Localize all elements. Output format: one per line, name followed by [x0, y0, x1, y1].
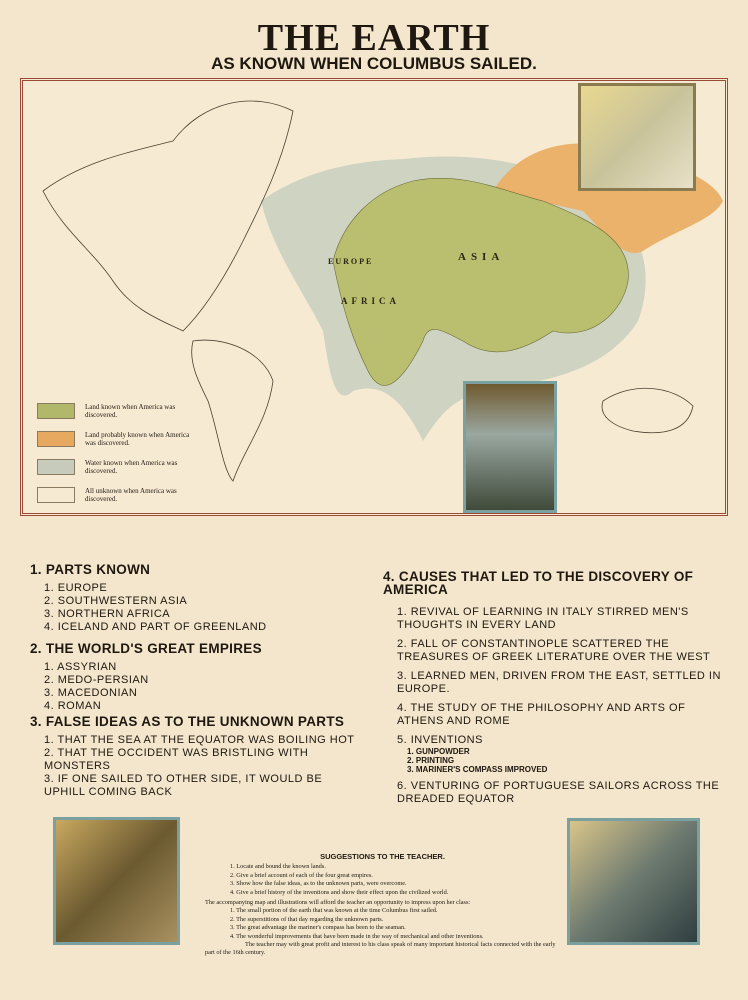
- legend-swatch: [37, 403, 75, 419]
- section-heading: 4. CAUSES THAT LED TO THE DISCOVERY OF AMERICA: [383, 569, 694, 597]
- list-item: 5. INVENTIONS: [397, 734, 483, 746]
- label-europe: EUROPE: [328, 257, 374, 266]
- left-column: [30, 555, 360, 799]
- teacher-suggestions: [205, 853, 560, 958]
- suggestion-item: 3. Show how the false ideas, as to the unknown parts, were overcome.: [230, 880, 407, 888]
- waterfall-monster-illustration: [463, 381, 557, 513]
- legend-item: [37, 459, 195, 475]
- suggestion-point: 1. The small portion of the earth that was known at the time Columbus first sailed.: [230, 907, 438, 915]
- page-subtitle: AS KNOWN WHEN COLUMBUS SAILED.: [211, 54, 537, 73]
- suggestion-point: 3. The great advantage the mariner's compass has been to the seaman.: [230, 924, 406, 932]
- suggestions-heading: SUGGESTIONS TO THE TEACHER.: [320, 852, 445, 861]
- label-africa: AFRICA: [341, 296, 400, 306]
- sea-monster-illustration: [567, 818, 700, 945]
- suggestion-point: 4. The wonderful improvements that have been made in the way of mechanical and other inventions.: [230, 932, 484, 940]
- list-item: 2. SOUTHWESTERN ASIA: [44, 595, 188, 607]
- map-legend: [37, 403, 195, 515]
- legend-text: All unknown when America was discovered.: [85, 487, 177, 503]
- suggestion-item: 2. Give a brief account of each of the four great empires.: [230, 871, 373, 879]
- list-item: 3. IF ONE SAILED TO OTHER SIDE, IT WOULD BE UPHILL COMING BACK: [44, 773, 323, 798]
- sub-item: 1. GUNPOWDER: [407, 747, 470, 756]
- right-column: [383, 562, 723, 806]
- legend-text: Water known when America was discovered.: [85, 459, 178, 475]
- list-item: 3. LEARNED MEN, DRIVEN FROM THE EAST, SETTLED IN EUROPE.: [397, 670, 721, 695]
- list-item: 6. VENTURING OF PORTUGUESE SAILORS ACROSS THE DREADED EQUATOR: [397, 780, 720, 805]
- list-item: 4. THE STUDY OF THE PHILOSOPHY AND ARTS OF ATHENS AND ROME: [397, 702, 686, 727]
- list-item: 1. ASSYRIAN: [44, 661, 117, 673]
- list-item: 1. THAT THE SEA AT THE EQUATOR WAS BOILING HOT: [44, 734, 355, 746]
- north-america-outline: [43, 101, 293, 331]
- suggestion-item: 1. Locate and bound the known lands.: [230, 863, 326, 871]
- list-item: 3. NORTHERN AFRICA: [44, 608, 171, 620]
- serpent-illustration: [53, 817, 180, 945]
- list-item: 2. MEDO-PERSIAN: [44, 674, 149, 686]
- sub-item: 2. PRINTING: [407, 756, 455, 765]
- legend-text: Land probably known when America was discovered.: [85, 431, 190, 447]
- world-map: [20, 78, 728, 516]
- section-heading: 1. PARTS KNOWN: [30, 562, 151, 577]
- list-item: 2. FALL OF CONSTANTINOPLE SCATTERED THE TREASURES OF GREEK LITERATURE OVER THE WEST: [397, 638, 711, 663]
- list-item: 4. ICELAND AND PART OF GREENLAND: [44, 621, 267, 633]
- suggestions-closing: The teacher may with great profit and interest to his class speak of many important historical facts connected with the early part of the 16th century.: [205, 941, 556, 957]
- section-heading: 2. THE WORLD'S GREAT EMPIRES: [30, 641, 262, 656]
- dragon-illustration: [578, 83, 696, 191]
- list-item: 3. MACEDONIAN: [44, 687, 138, 699]
- legend-item: [37, 431, 195, 447]
- legend-item: [37, 487, 195, 503]
- south-america-outline: [192, 340, 273, 481]
- suggestion-item: 4. Give a brief history of the inventions and show their effect upon the civilized world.: [230, 888, 449, 896]
- sub-item: 3. MARINER'S COMPASS IMPROVED: [407, 765, 548, 774]
- list-item: 2. THAT THE OCCIDENT WAS BRISTLING WITH MONSTERS: [44, 747, 309, 772]
- suggestions-intro: The accompanying map and illustrations will afford the teacher an opportunity to impress upon her class:: [205, 899, 471, 907]
- page-title: THE EARTH: [257, 17, 491, 59]
- legend-item: [37, 403, 195, 419]
- legend-swatch: [37, 487, 75, 503]
- list-item: 1. EUROPE: [44, 582, 108, 594]
- australia-outline: [602, 388, 693, 432]
- legend-swatch: [37, 459, 75, 475]
- label-asia: ASIA: [458, 251, 505, 263]
- legend-swatch: [37, 431, 75, 447]
- list-item: 1. REVIVAL OF LEARNING IN ITALY STIRRED MEN'S THOUGHTS IN EVERY LAND: [397, 606, 689, 631]
- legend-text: Land known when America was discovered.: [85, 403, 176, 419]
- suggestion-point: 2. The superstitions of that day regarding the unknown parts.: [230, 915, 384, 923]
- section-heading: 3. FALSE IDEAS AS TO THE UNKNOWN PARTS: [30, 714, 345, 729]
- list-item: 4. ROMAN: [44, 700, 102, 712]
